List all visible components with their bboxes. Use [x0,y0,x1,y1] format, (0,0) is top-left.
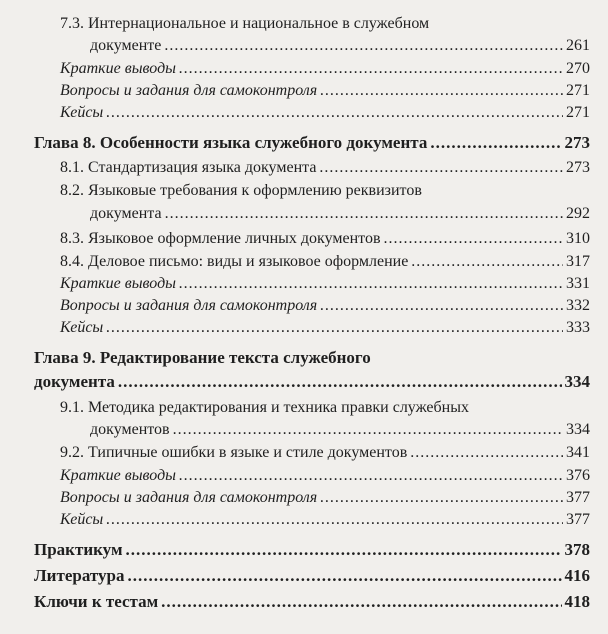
toc-entry-text: Кейсы [60,511,104,528]
leader-dots [126,540,562,560]
page-number: 261 [566,37,590,54]
toc-entry-text: Вопросы и задания для самоконтроля [60,82,318,99]
toc-entry-9-1-line1 [60,398,590,418]
chapter-title: Ключи к тестам [34,592,159,611]
page-number: 271 [566,82,590,99]
toc-chapter-9-line1 [34,348,590,368]
leader-dots [179,466,563,486]
toc-entry-ch9-summary [60,466,590,486]
page-number: 377 [566,489,590,506]
toc-entry-8-4 [60,252,590,272]
page-number: 292 [566,205,590,222]
toc-entry-text: 7.3. Интернациональное и национальное в служебном [60,15,430,32]
leader-dots [179,59,563,79]
toc-practicum [34,540,590,560]
toc-entry-ch7-cases [60,103,590,123]
toc-entry-8-2 [90,204,590,224]
toc-entry-8-2-line1 [60,181,590,201]
page-number: 271 [566,104,590,121]
page-number: 377 [566,511,590,528]
toc-entry-text: Краткие выводы [60,467,176,484]
toc-chapter-9 [34,372,590,392]
toc-entry-text: Кейсы [60,104,104,121]
chapter-title: Практикум [34,540,123,559]
leader-dots [118,372,562,392]
leader-dots [320,296,563,316]
toc-entry-text: Краткие выводы [60,275,176,292]
page-number: 332 [566,297,590,314]
leader-dots [320,488,563,508]
toc-entry-7-3-line1 [60,14,590,34]
toc-chapter-8 [34,133,590,153]
leader-dots [319,158,563,178]
page-number: 273 [566,159,590,176]
toc-entry-ch8-cases [60,318,590,338]
toc-entry-text: 9.1. Методика редактирования и техника правки служебных [60,399,469,416]
toc-entry-text: документе [90,37,162,54]
toc-test-keys [34,592,590,612]
toc-entry-text: 9.2. Типичные ошибки в языке и стиле документов [60,444,408,461]
toc-entry-ch7-summary [60,59,590,79]
leader-dots [430,133,561,153]
leader-dots [165,204,563,224]
toc-entry-text: 8.4. Деловое письмо: виды и языковое оформление [60,253,409,270]
page-number: 416 [564,566,590,585]
chapter-title: Глава 9. Редактирование текста служебного [34,348,371,367]
toc-entry-text: Вопросы и задания для самоконтроля [60,489,318,506]
toc-entry-text: документов [90,421,170,438]
toc-entry-9-1 [90,420,590,440]
leader-dots [173,420,563,440]
toc-entry-ch8-questions [60,296,590,316]
toc-entry-text: 8.2. Языковые требования к оформлению реквизитов [60,182,422,199]
toc-entry-text: Краткие выводы [60,60,176,77]
toc-entry-ch7-questions [60,81,590,101]
page-number: 331 [566,275,590,292]
toc-entry-text: Кейсы [60,319,104,336]
toc-literature [34,566,590,586]
leader-dots [179,274,563,294]
page-number: 273 [564,133,590,152]
page-number: 317 [566,253,590,270]
page-number: 378 [564,540,590,559]
page-number: 333 [566,319,590,336]
toc-entry-ch8-summary [60,274,590,294]
page-number: 418 [564,592,590,611]
leader-dots [411,252,563,272]
toc-entry-ch9-cases [60,510,590,530]
toc-entry-text: 8.1. Стандартизация языка документа [60,159,317,176]
leader-dots [410,443,563,463]
toc-entry-ch9-questions [60,488,590,508]
page-number: 341 [566,444,590,461]
leader-dots [320,81,563,101]
leader-dots [384,229,563,249]
chapter-title: Литература [34,566,125,585]
leader-dots [106,103,563,123]
toc-entry-7-3 [90,36,590,56]
leader-dots [127,566,561,586]
leader-dots [164,36,563,56]
toc-entry-9-2 [60,443,590,463]
leader-dots [161,592,561,612]
toc-entry-text: документа [90,205,162,222]
chapter-title: документа [34,372,115,391]
page-number: 376 [566,467,590,484]
leader-dots [106,318,563,338]
leader-dots [106,510,563,530]
page-number: 334 [566,421,590,438]
toc-entry-8-3 [60,229,590,249]
page-number: 334 [564,372,590,391]
chapter-title: Глава 8. Особенности языка служебного документа [34,133,428,152]
toc-entry-text: 8.3. Языковое оформление личных документов [60,230,381,247]
toc-entry-text: Вопросы и задания для самоконтроля [60,297,318,314]
toc-entry-8-1 [60,158,590,178]
page-number: 310 [566,230,590,247]
page-number: 270 [566,60,590,77]
